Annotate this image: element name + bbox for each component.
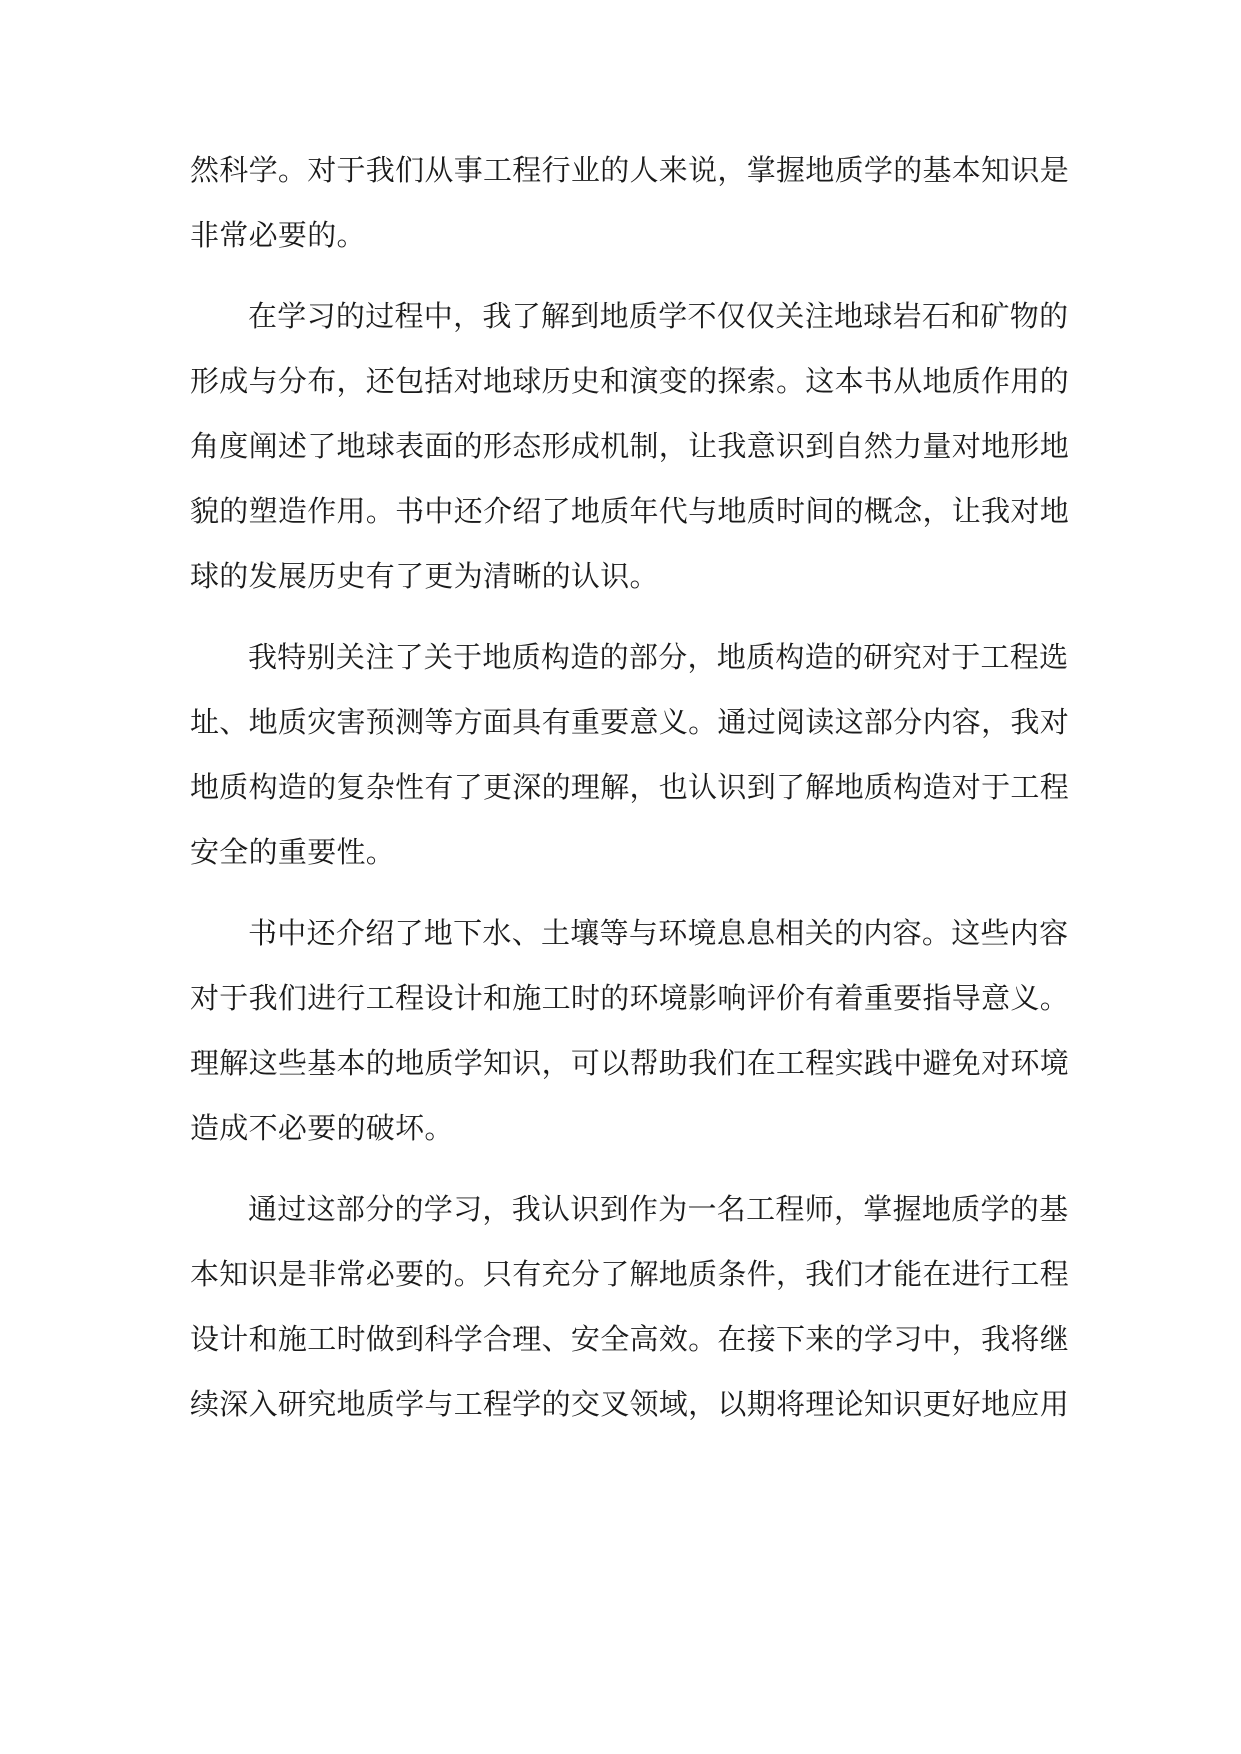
text-line: 角度阐述了地球表面的形态形成机制，让我意识到自然力量对地形地 xyxy=(190,429,1070,463)
paragraph-gap xyxy=(190,1161,1070,1177)
text-line: 安全的重要性。 xyxy=(190,835,396,869)
text-line: 地质构造的复杂性有了更深的理解，也认识到了解地质构造对于工程 xyxy=(190,770,1070,804)
text-line: 然科学。对于我们从事工程行业的人来说，掌握地质学的基本知识是 xyxy=(190,153,1070,187)
text-line: 设计和施工时做到科学合理、安全高效。在接下来的学习中，我将继 xyxy=(190,1322,1070,1356)
document-body xyxy=(190,138,1070,1437)
text-line: 书中还介绍了地下水、土壤等与环境息息相关的内容。这些内容 xyxy=(248,916,1069,950)
text-line: 址、地质灾害预测等方面具有重要意义。通过阅读这部分内容，我对 xyxy=(190,705,1070,739)
text-line: 通过这部分的学习，我认识到作为一名工程师，掌握地质学的基 xyxy=(248,1192,1069,1226)
text-line: 球的发展历史有了更为清晰的认识。 xyxy=(190,559,659,593)
paragraph-gap xyxy=(190,885,1070,901)
paragraph-gap xyxy=(190,609,1070,625)
text-line: 非常必要的。 xyxy=(190,218,366,252)
text-line: 续深入研究地质学与工程学的交叉领域，以期将理论知识更好地应用 xyxy=(190,1387,1070,1421)
text-line: 在学习的过程中，我了解到地质学不仅仅关注地球岩石和矿物的 xyxy=(248,299,1069,333)
text-line: 造成不必要的破坏。 xyxy=(190,1111,454,1145)
paragraph-gap xyxy=(190,268,1070,284)
text-line: 貌的塑造作用。书中还介绍了地质年代与地质时间的概念，让我对地 xyxy=(190,494,1070,528)
text-line: 对于我们进行工程设计和施工时的环境影响评价有着重要指导意义。 xyxy=(190,981,1070,1015)
text-line: 形成与分布，还包括对地球历史和演变的探索。这本书从地质作用的 xyxy=(190,364,1070,398)
text-line: 我特别关注了关于地质构造的部分，地质构造的研究对于工程选 xyxy=(248,640,1069,674)
text-line: 本知识是非常必要的。只有充分了解地质条件，我们才能在进行工程 xyxy=(190,1257,1070,1291)
text-line: 理解这些基本的地质学知识，可以帮助我们在工程实践中避免对环境 xyxy=(190,1046,1070,1080)
